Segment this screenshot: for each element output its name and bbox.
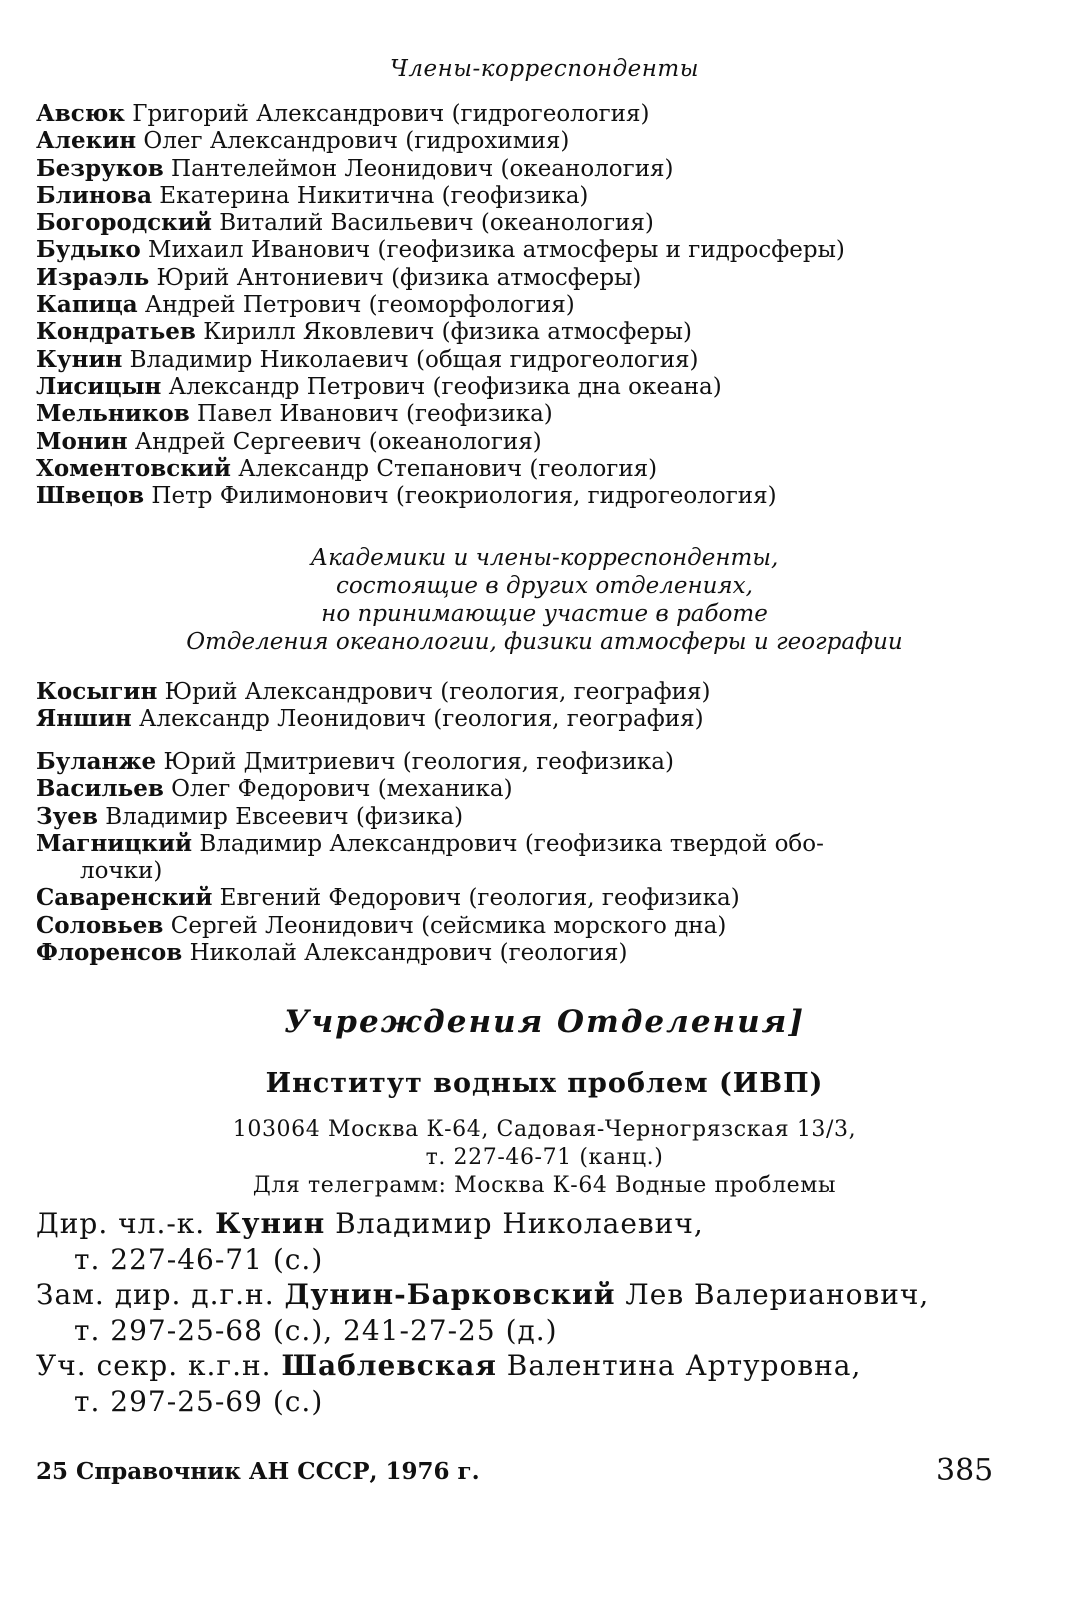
staff-position: Дир. чл.-к. — [36, 1207, 216, 1240]
member-details: Петр Филимонович (геокриология, гидрогеология) — [144, 483, 777, 510]
page-number: 385 — [936, 1453, 994, 1488]
list-item — [36, 482, 1076, 509]
staff-position: Зам. дир. д.г.н. — [36, 1278, 285, 1311]
surname: Богородский — [36, 209, 212, 237]
list-item — [36, 318, 1076, 345]
staff-position: Уч. секр. к.г.н. — [36, 1349, 282, 1382]
member-details: Екатерина Никитична (геофизика) — [152, 182, 589, 209]
list-item — [36, 236, 1076, 263]
surname: Кунин — [36, 345, 123, 373]
member-details: Юрий Антониевич (физика атмосферы) — [149, 264, 642, 291]
corresponding-members-heading: Члены-корреспонденты — [390, 56, 699, 82]
list-item — [36, 209, 1076, 236]
list-item — [36, 155, 1076, 182]
member-details: Владимир Евсеевич (физика) — [97, 803, 464, 830]
member-details: Олег Александрович (гидрохимия) — [136, 128, 570, 155]
member-details: Михаил Иванович (геофизика атмосферы и гидросферы) — [140, 237, 845, 264]
list-item — [36, 705, 1076, 732]
member-details: Александр Леонидович (геология, география) — [131, 706, 704, 733]
list-item — [36, 428, 1076, 455]
list-item — [36, 775, 1076, 802]
address-line: 103064 Москва К-64, Садовая-Черногрязская 13/3, — [232, 1117, 857, 1142]
surname: Алекин — [36, 127, 137, 155]
list-item — [36, 912, 1076, 939]
heading-line: Отделения океанологии, физики атмосферы и географии — [186, 629, 903, 655]
list-item — [36, 830, 1076, 857]
list-item — [36, 939, 1076, 966]
member-details: Александр Петрович (геофизика дна океана) — [161, 373, 722, 400]
institute-address — [0, 1116, 1089, 1200]
staff-phones: т. 227-46-71 (с.) — [74, 1242, 324, 1276]
list-item — [36, 803, 1076, 830]
institutions-heading: Учреждения Отделения] — [283, 1004, 806, 1040]
member-details: Андрей Петрович (геоморфология) — [137, 292, 575, 319]
surname: Косыгин — [36, 678, 158, 705]
staff-surname: Кунин — [215, 1207, 326, 1240]
staff-given-names: Валентина Артуровна, — [496, 1349, 862, 1382]
member-details: Владимир Николаевич (общая гидрогеология) — [122, 346, 699, 373]
staff-entry — [36, 1206, 1076, 1242]
list-item — [36, 884, 1076, 911]
surname: Израэль — [36, 263, 150, 291]
surname: Зуев — [36, 802, 98, 830]
surname: Мельников — [36, 400, 190, 428]
list-item — [36, 373, 1076, 400]
surname: Буланже — [36, 748, 157, 775]
other-correspondents-list — [36, 748, 1076, 966]
list-item-continuation — [36, 857, 1076, 884]
list-item — [36, 400, 1076, 427]
member-details: Виталий Васильевич (океанология) — [211, 210, 654, 237]
surname: Будыко — [36, 236, 141, 264]
member-details: Николай Александрович (геология) — [182, 940, 628, 967]
academicians-list — [36, 678, 1076, 733]
surname: Капица — [36, 291, 138, 319]
surname: Кондратьев — [36, 318, 196, 346]
heading-line: Академики и члены-корреспонденты, — [310, 545, 779, 571]
member-details: Пантелеймон Леонидович (океанология) — [163, 155, 674, 182]
staff-surname: Шаблевская — [281, 1349, 497, 1382]
member-details: Александр Степанович (геология) — [230, 455, 658, 482]
staff-given-names: Владимир Николаевич, — [325, 1207, 704, 1240]
list-item — [36, 100, 1076, 127]
list-item — [36, 455, 1076, 482]
surname: Авсюк — [36, 100, 125, 127]
surname: Монин — [36, 427, 128, 455]
surname: Хоментовский — [36, 454, 231, 482]
list-item — [36, 748, 1076, 775]
surname: Флоренсов — [36, 939, 183, 967]
surname: Блинова — [36, 181, 152, 209]
surname: Яншин — [36, 705, 132, 733]
member-details: Павел Иванович (геофизика) — [189, 401, 553, 428]
staff-entry — [36, 1348, 1076, 1384]
member-details: Владимир Александрович (геофизика твердой обо- — [192, 830, 824, 857]
list-item — [36, 182, 1076, 209]
heading-line: но принимающие участие в работе — [321, 601, 768, 627]
surname: Саваренский — [36, 884, 213, 912]
other-divisions-heading — [0, 544, 1089, 656]
staff-phones: т. 297-25-68 (с.), 241-27-25 (д.) — [74, 1313, 558, 1347]
address-line: т. 227-46-71 (канц.) — [425, 1145, 664, 1170]
surname: Соловьев — [36, 911, 164, 939]
surname: Швецов — [36, 482, 145, 510]
surname: Васильев — [36, 775, 164, 803]
footer-signature: 25 Справочник АН СССР, 1976 г. — [36, 1458, 480, 1485]
list-item — [36, 127, 1076, 154]
staff-given-names: Лев Валерианович, — [615, 1278, 930, 1311]
member-details: Евгений Федорович (геология, геофизика) — [212, 885, 740, 912]
surname: Безруков — [36, 154, 164, 182]
surname: Лисицын — [36, 372, 162, 400]
member-details: Юрий Александрович (геология, география) — [157, 679, 711, 705]
member-details: лочки) — [80, 858, 163, 885]
heading-line: состоящие в других отделениях, — [336, 573, 753, 599]
surname: Магницкий — [36, 829, 193, 857]
staff-surname: Дунин-Барковский — [284, 1278, 616, 1311]
staff-entry — [36, 1277, 1076, 1313]
staff-phones: т. 297-25-69 (с.) — [74, 1384, 324, 1418]
member-details: Юрий Дмитриевич (геология, геофизика) — [156, 749, 674, 775]
list-item — [36, 291, 1076, 318]
list-item — [36, 346, 1076, 373]
list-item — [36, 678, 1076, 705]
member-details: Григорий Александрович (гидрогеология) — [124, 101, 650, 127]
member-details: Андрей Сергеевич (океанология) — [127, 428, 542, 455]
institute-name: Институт водных проблем (ИВП) — [265, 1068, 824, 1099]
member-details: Кирилл Яковлевич (физика атмосферы) — [195, 319, 692, 346]
member-details: Олег Федорович (механика) — [163, 776, 513, 803]
address-line: Для телеграмм: Москва К-64 Водные проблемы — [252, 1173, 837, 1198]
corresponding-members-list — [36, 100, 1076, 509]
institute-staff — [36, 1206, 1076, 1419]
list-item — [36, 264, 1076, 291]
member-details: Сергей Леонидович (сейсмика морского дна) — [163, 912, 727, 939]
